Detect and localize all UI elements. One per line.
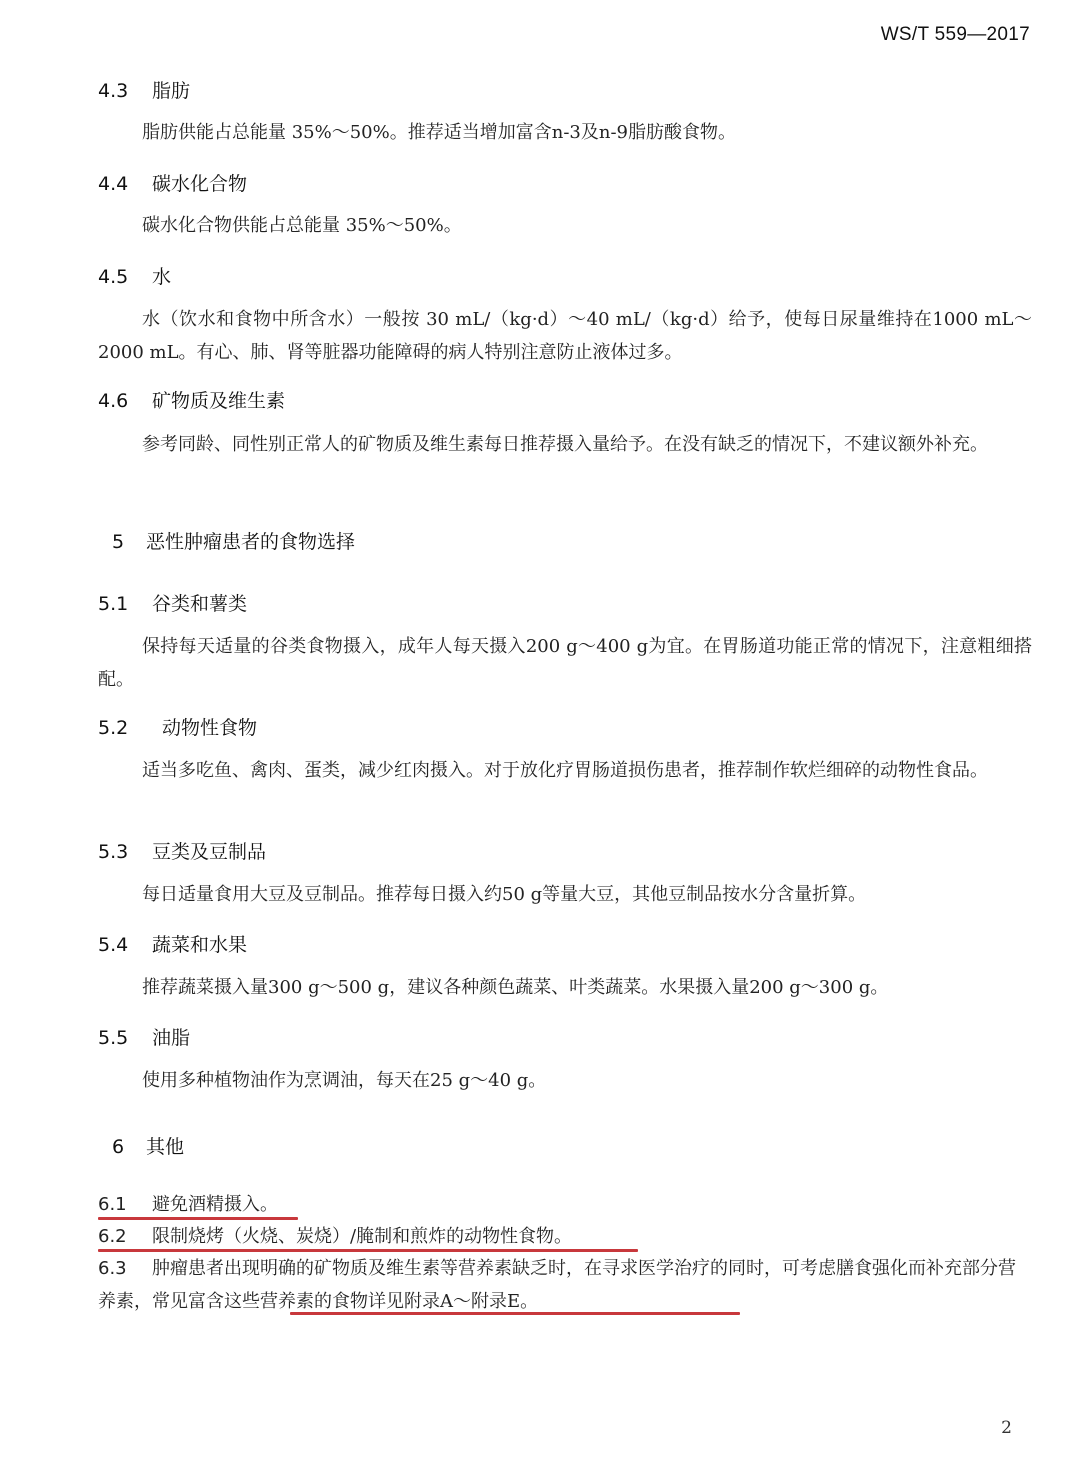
item-text: 避免酒精摄入。 [152, 1194, 278, 1215]
section-number: 5.2 [98, 717, 129, 739]
section-text-5-2: 适当多吃鱼、禽肉、蛋类，减少红肉摄入。对于放化疗胃肠道损伤患者，推荐制作软烂细碎的动物性食品。 [142, 760, 988, 781]
section-number: 5.5 [98, 1027, 129, 1049]
section-number: 5.4 [98, 934, 129, 956]
section-title: 蔬菜和水果 [152, 934, 248, 956]
section-text-5-3: 每日适量食用大豆及豆制品。推荐每日摄入约50 g等量大豆，其他豆制品按水分含量折算。 [142, 884, 867, 905]
section-number: 4.4 [98, 173, 129, 195]
list-item-6-3 [98, 1252, 1032, 1318]
section-title: 脂肪 [152, 80, 191, 102]
red-underline-6-3 [290, 1312, 740, 1315]
item-number: 6.1 [98, 1194, 127, 1215]
section-number: 4.3 [98, 80, 129, 102]
section-title: 动物性食物 [162, 717, 258, 739]
section-text-4-3: 脂肪供能占总能量 35%～50%。推荐适当增加富含n-3及n-9脂肪酸食物。 [142, 122, 736, 143]
section-number: 4.5 [98, 266, 129, 288]
section-heading-5-5 [98, 1023, 190, 1050]
section-title: 其他 [146, 1136, 185, 1158]
section-text-4-6: 参考同龄、同性别正常人的矿物质及维生素每日推荐摄入量给予。在没有缺乏的情况下，不建议额外补充。 [142, 434, 988, 455]
standard-code: WS/T 559—2017 [880, 24, 1030, 45]
section-title: 豆类及豆制品 [152, 841, 267, 863]
section-heading-4-4 [98, 169, 247, 196]
section-heading-5-1 [98, 589, 247, 616]
section-number: 5.3 [98, 841, 129, 863]
item-number: 6.2 [98, 1226, 127, 1247]
page-number: 2 [1001, 1418, 1012, 1438]
section-number: 5 [112, 531, 125, 553]
section-heading-4-5 [98, 262, 171, 289]
section-number: 4.6 [98, 390, 129, 412]
item-text: 限制烧烤（火烧、炭烧）/腌制和煎炸的动物性食物。 [152, 1226, 573, 1247]
section-title: 油脂 [152, 1027, 191, 1049]
section-title: 碳水化合物 [152, 173, 248, 195]
section-title: 恶性肿瘤患者的食物选择 [146, 531, 356, 553]
item-text: 肿瘤患者出现明确的矿物质及维生素等营养素缺乏时，在寻求医学治疗的同时，可考虑膳食强化而补充部分营养素，常见富含这些营养素的食物详见附录A～附录E。 [98, 1258, 1016, 1312]
section-title: 水 [152, 266, 172, 288]
section-heading-5-4 [98, 930, 247, 957]
section-text-5-4: 推荐蔬菜摄入量300 g～500 g，建议各种颜色蔬菜、叶类蔬菜。水果摄入量200 g～300 g。 [142, 977, 889, 998]
chapter-heading-5 [112, 527, 355, 554]
section-heading-5-2 [98, 713, 257, 740]
section-heading-4-3 [98, 76, 190, 103]
section-title: 谷类和薯类 [152, 593, 248, 615]
section-text-4-5: 水（饮水和食物中所含水）一般按 30 mL/（kg·d）～40 mL/（kg·d）给予，使每日尿量维持在1000 mL～2000 mL。有心、肺、肾等脏器功能障碍的病人特别注意防止液体过多。 [98, 309, 1032, 363]
section-title: 矿物质及维生素 [152, 390, 286, 412]
section-number: 6 [112, 1136, 125, 1158]
section-text-5-1: 保持每天适量的谷类食物摄入，成年人每天摄入200 g～400 g为宜。在胃肠道功能正常的情况下，注意粗细搭配。 [98, 636, 1032, 690]
section-number: 5.1 [98, 593, 129, 615]
chapter-heading-6 [112, 1132, 184, 1159]
item-number: 6.3 [98, 1258, 127, 1279]
section-text-5-5: 使用多种植物油作为烹调油，每天在25 g～40 g。 [142, 1070, 547, 1091]
section-heading-4-6 [98, 386, 285, 413]
section-text-4-4: 碳水化合物供能占总能量 35%～50%。 [142, 215, 462, 236]
section-heading-5-3 [98, 837, 266, 864]
